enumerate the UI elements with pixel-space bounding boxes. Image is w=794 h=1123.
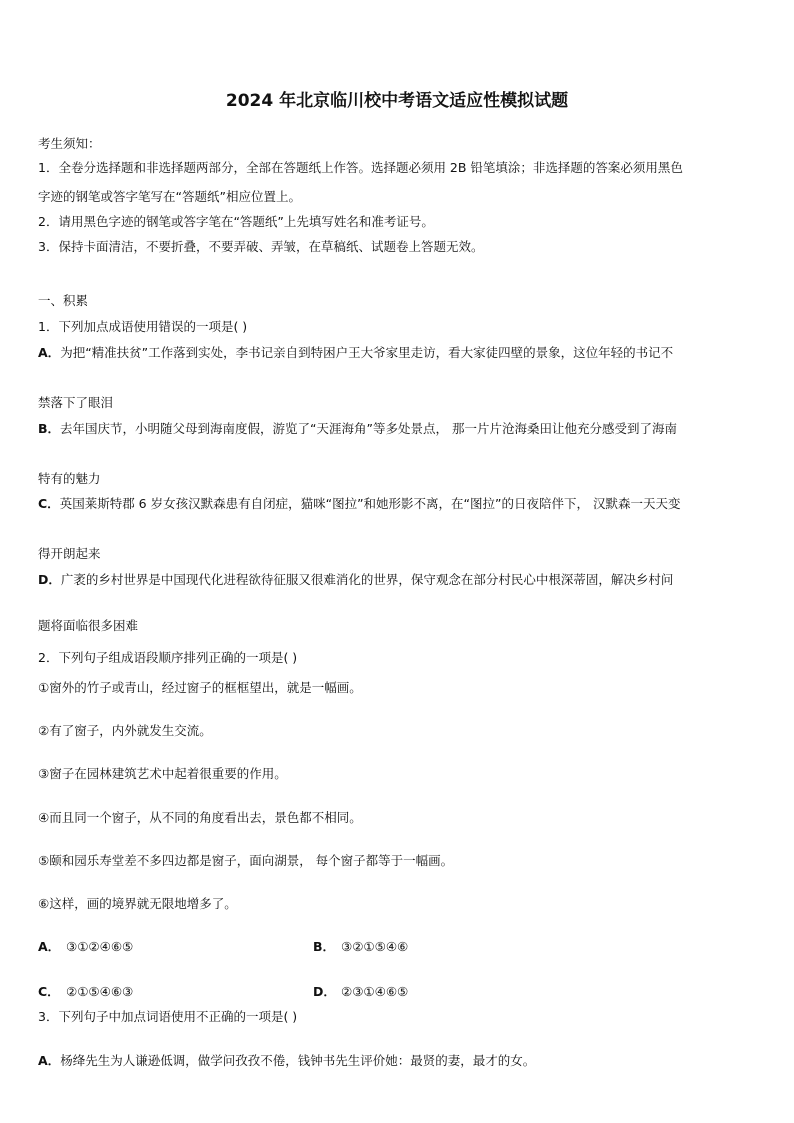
q1-option-a-label: A．	[38, 345, 61, 360]
notice-line-3: 3．保持卡面清洁，不要折叠，不要弄破、弄皱，在草稿纸、试题卷上答题无效。	[38, 239, 484, 254]
q3-option-a-text: 杨绛先生为人谦逊低调，做学问孜孜不倦，钱钟书先生评价她：最贤的妻，最才的女。	[60, 1053, 536, 1068]
q1-option-d	[38, 572, 673, 588]
q2-sentence-5: ⑤颐和园乐寿堂差不多四边都是窗子，面向湖景， 每个窗子都等于一幅画。	[38, 853, 454, 868]
q1-option-b-text: 去年国庆节，小明随父母到海南度假，游览了“天涯海角”等多处景点， 那一片片沧海桑田让他充分感受到了海南	[60, 421, 677, 436]
q2-sentence-4: ④而且同一个窗子，从不同的角度看出去，景色都不相同。	[38, 810, 362, 825]
q2-stem: 2．下列句子组成语段顺序排列正确的一项是( )	[38, 650, 298, 665]
q1-option-d-label: D．	[38, 572, 61, 587]
q1-option-b-label: B．	[38, 421, 61, 436]
q1-option-c-text: 英国莱斯特郡 6 岁女孩汉默森患有自闭症，猫咪“图拉”和她形影不离，在“图拉”的日夜陪伴下， 汉默森一天天变	[59, 496, 681, 511]
q2-sentence-3: ③窗子在园林建筑艺术中起着很重要的作用。	[38, 766, 287, 781]
q2-option-c-label: C．	[38, 984, 60, 999]
q2-option-d-label: D．	[313, 984, 336, 999]
q2-option-b-label: B．	[313, 939, 336, 954]
page-title: 2024 年北京临川校中考语文适应性模拟试题	[225, 91, 569, 111]
q2-option-c	[38, 984, 133, 1000]
q1-option-a	[38, 345, 673, 361]
q2-option-b-text: ③②①⑤④⑥	[341, 939, 409, 954]
q1-option-c-label: C．	[38, 496, 60, 511]
q2-sentence-2: ②有了窗子，内外就发生交流。	[38, 723, 212, 738]
q2-option-b	[313, 939, 408, 955]
notice-line-2: 2．请用黑色字迹的钢笔或答字笔在“答题纸”上先填写姓名和准考证号。	[38, 214, 434, 229]
notice-line-1-cont: 字迹的钢笔或答字笔写在“答题纸”相应位置上。	[38, 189, 301, 204]
section-heading: 一、积累	[38, 293, 89, 308]
q1-option-c-cont: 得开朗起来	[38, 546, 101, 561]
q1-option-d-text: 广袤的乡村世界是中国现代化进程欲待征服又很难消化的世界，保守观念在部分村民心中根深蒂固，解决乡村问	[60, 572, 674, 587]
q1-stem: 1．下列加点成语使用错误的一项是( )	[38, 319, 248, 334]
q2-option-a-label: A．	[38, 939, 61, 954]
q2-option-a-text: ③①②④⑥⑤	[66, 939, 134, 954]
q1-option-d-cont: 题将面临很多困难	[38, 618, 139, 633]
q2-option-c-text: ②①⑤④⑥③	[66, 984, 134, 999]
q1-option-b	[38, 421, 677, 437]
q1-option-c	[38, 496, 680, 512]
q3-stem: 3．下列句子中加点词语使用不正确的一项是( )	[38, 1009, 298, 1024]
q1-option-a-text: 为把“精准扶贫”工作落到实处，李书记亲自到特困户王大爷家里走访，看大家徒四壁的景象，这位年轻的书记不	[60, 345, 674, 360]
q3-option-a-label: A．	[38, 1053, 61, 1068]
notice-heading: 考生须知：	[38, 136, 101, 151]
q1-option-b-cont: 特有的魅力	[38, 471, 101, 486]
q2-sentence-6: ⑥这样，画的境界就无限地增多了。	[38, 896, 237, 911]
q2-option-d	[313, 984, 408, 1000]
q2-option-d-text: ②③①④⑥⑤	[341, 984, 409, 999]
q2-option-a	[38, 939, 133, 955]
q3-option-a	[38, 1053, 535, 1069]
q1-option-a-cont: 禁落下了眼泪	[38, 395, 114, 410]
notice-line-1: 1．全卷分选择题和非选择题两部分，全部在答题纸上作答。选择题必须用 2B 铅笔填涂；非选择题的答案必须用黑色	[38, 160, 683, 175]
q2-sentence-1: ①窗外的竹子或青山，经过窗子的框框望出，就是一幅画。	[38, 680, 362, 695]
